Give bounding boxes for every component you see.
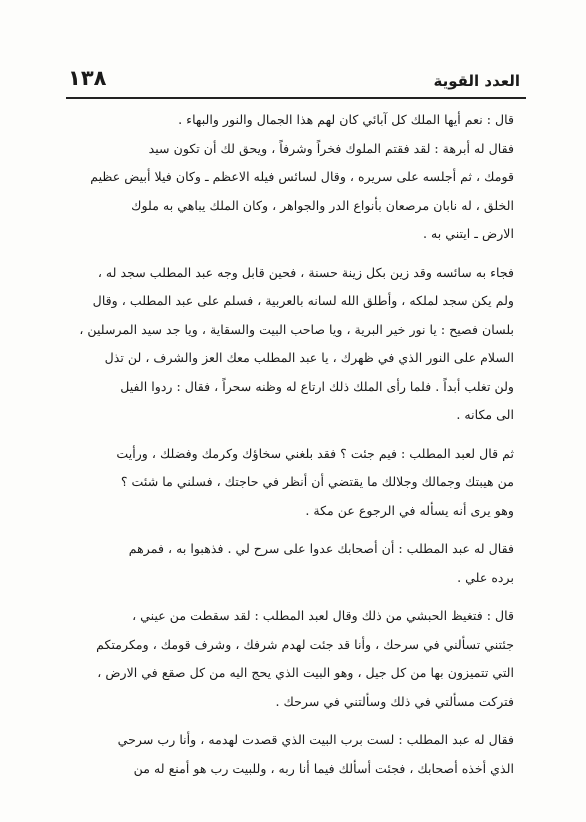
text-line: برده علي . — [457, 569, 514, 585]
body-text — [58, 106, 514, 783]
text-line: فقال له عبد المطلب : لست برب البيت الذي قصدت لهدمه ، وأنا رب سرحي — [117, 732, 514, 747]
text-line: الذي أخذه أصحابك ، فجئت أسألك فيما أنا ربه ، وللبيت رب هو أمنع له من — [133, 760, 514, 776]
text-line: الخلق ، له نابان مرصعان بأنواع الدر والجواهر ، وكان الملك يباهي به ملوك — [131, 197, 514, 213]
text-line: جئتني تسألني في سرحك ، وأنا قد جئت لهدم شرفك ، وشرف قومك ، ومكرمتكم — [96, 636, 514, 652]
text-line: قال : نعم أيها الملك كل آبائي كان لهم هذا الجمال والنور والبهاء . — [178, 112, 514, 127]
text-line: بلسان فصيح : يا نور خير البرية ، ويا صاحب البيت والسقاية ، ويا جد سيد المرسلين ، — [79, 321, 514, 337]
paragraph — [58, 106, 514, 249]
running-title: العدد القوية — [433, 72, 520, 90]
text-line: وهو يرى أنه يسأله في الرجوع عن مكة . — [305, 502, 514, 518]
paragraph — [58, 602, 514, 716]
text-line: الارض ـ ايتني به . — [422, 226, 514, 241]
paragraph — [58, 535, 514, 592]
text-line: فتركت مسألتي في ذلك وسألتني في سرحك . — [275, 693, 514, 709]
text-line: السلام على النور الذي في ظهرك ، يا عبد المطلب معك العز والشرف ، لن تذل — [104, 350, 514, 365]
text-line: ولن تغلب أبداً . فلما رأى الملك ذلك ارتاع له وظنه سحراً ، فقال : ردوا الفيل — [120, 378, 514, 394]
header-rule — [66, 97, 526, 99]
paragraph — [58, 726, 514, 783]
text-line: فجاء به سائسه وقد زين بكل زينة حسنة ، فحين قابل وجه عبد المطلب سجد له ، — [97, 264, 514, 280]
text-line: قال : فتغيظ الحبشي من ذلك وقال لعبد المطلب : لقد سقطت من عيني ، — [132, 608, 514, 623]
text-line: فقال له عبد المطلب : أن أصحابك عدوا على سرح لي . فذهبوا به ، فمرهم — [128, 541, 514, 556]
text-line: ثم قال لعبد المطلب : فيم جئت ؟ فقد بلغني سخاؤك وكرمك وفضلك ، ورأيت — [116, 445, 514, 461]
text-line: قومك ، ثم أجلسه على سريره ، وقال لسائس فيله الاعظم ـ وكان فيلا أبيض عظيم — [90, 169, 514, 184]
text-line: الى مكانه . — [456, 407, 514, 422]
text-line: فقال له أبرهة : لقد فقتم الملوك فخراً وشرفاً ، ويحق لك أن تكون سيد — [148, 140, 514, 156]
page-header — [68, 56, 520, 90]
text-line: ولم يكن سجد لملكه ، وأطلق الله لسانه بالعربية ، فسلم على عبد المطلب ، وقال — [92, 293, 514, 308]
page-number: ١٣٨ — [68, 66, 107, 90]
paragraph — [58, 259, 514, 430]
text-line: التي تتميزون بها من كل جيل ، وهو البيت الذي يحج اليه من كل صقع في الارض ، — [97, 665, 514, 680]
text-line: من هيبتك وجمالك وجلالك ما يقتضي أن أنظر في حاجتك ، فسلني ما شئت ؟ — [120, 474, 514, 489]
paragraph — [58, 440, 514, 526]
